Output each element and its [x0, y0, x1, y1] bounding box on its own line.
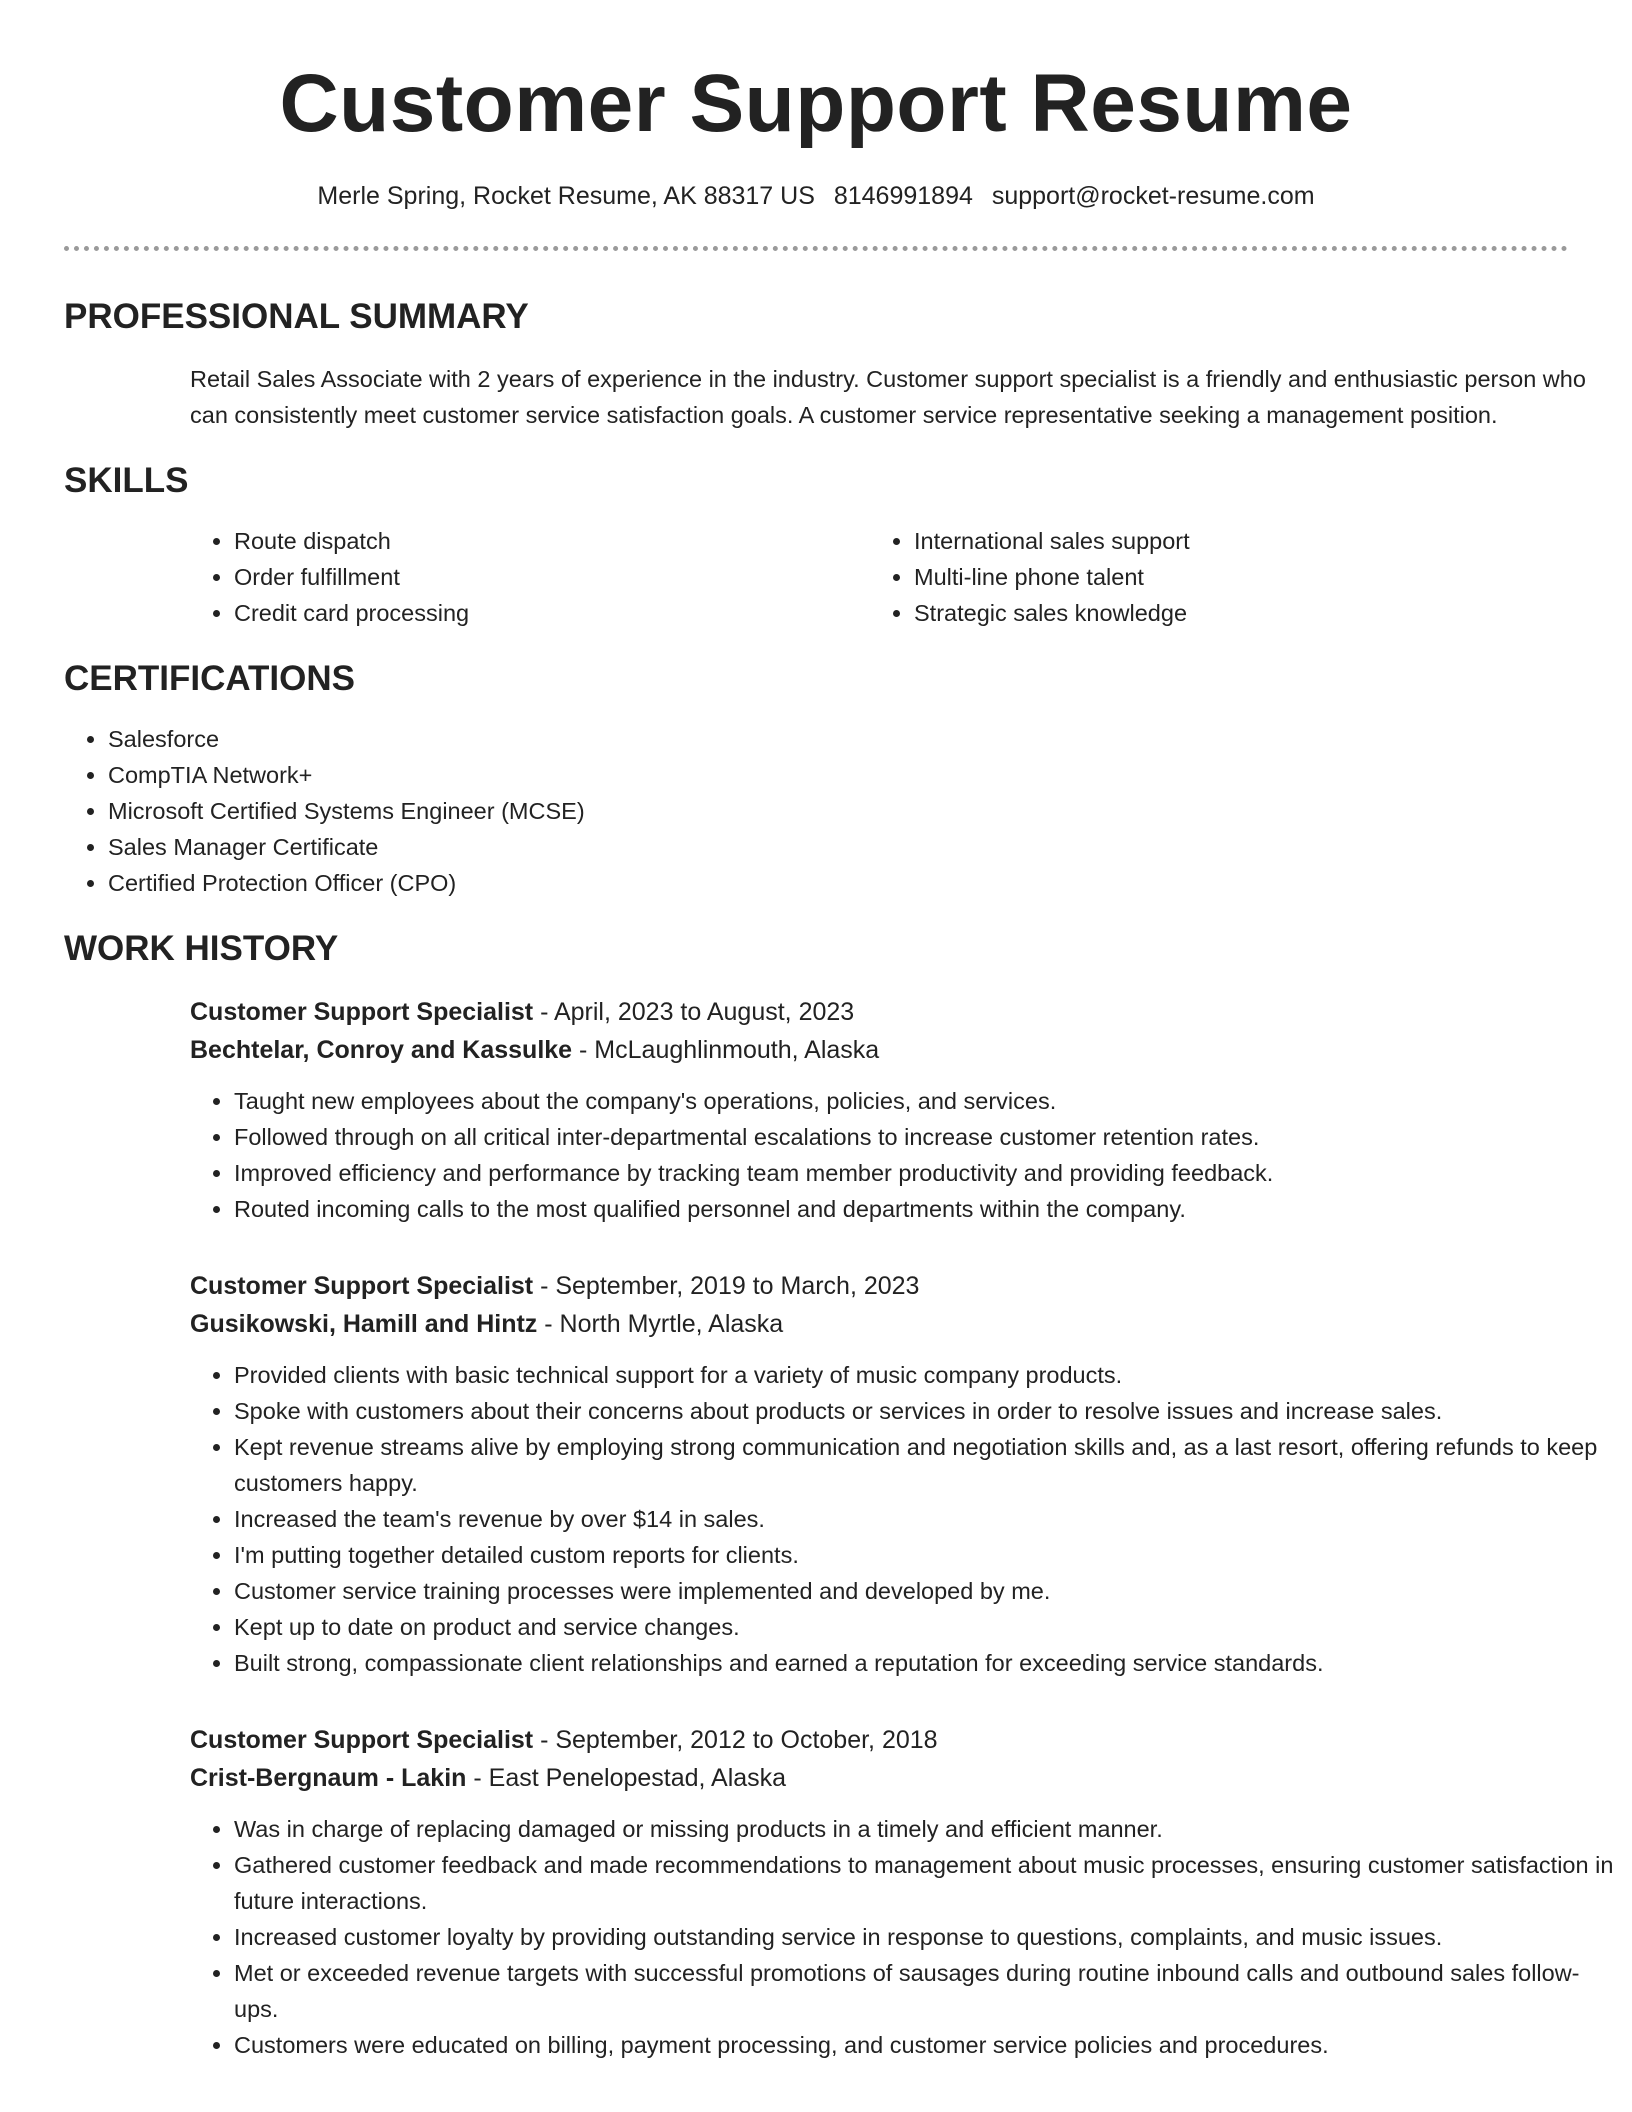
job-company-line	[190, 1305, 1568, 1343]
job-company: Gusikowski, Hamill and Hintz	[190, 1310, 538, 1338]
job-entry	[190, 1267, 1598, 1681]
job-bullet: • Provided clients with basic technical support for a variety of music company products.	[234, 1357, 1614, 1393]
job-role-line	[190, 1721, 1568, 1759]
job-role: Customer Support Specialist	[190, 998, 534, 1026]
job-location: - McLaughlinmouth, Alaska	[572, 1036, 880, 1064]
certification-item: • Certified Protection Officer (CPO)	[108, 865, 1568, 901]
job-entry	[190, 993, 1568, 1227]
contact-phone: 8146991894	[833, 182, 973, 210]
job-bullet: • Increased customer loyalty by providing outstanding service in response to questions, complaints, and music issues.	[234, 1919, 1614, 1955]
header-divider	[64, 246, 1568, 251]
contact-email: support@rocket-resume.com	[991, 182, 1315, 210]
job-bullets	[190, 1811, 1614, 2063]
contact-line	[64, 180, 1568, 212]
job-bullet: • Taught new employees about the company's operations, policies, and services.	[234, 1083, 1614, 1119]
resume-title: Customer Support Resume	[279, 58, 1353, 149]
certification-item: • Sales Manager Certificate	[108, 829, 1568, 865]
job-bullet: • Gathered customer feedback and made recommendations to management about music processes, ensuring customer satisfaction in future interactions.	[234, 1847, 1614, 1919]
job-bullet: • Customer service training processes were implemented and developed by me.	[234, 1573, 1614, 1609]
job-role: Customer Support Specialist	[190, 1726, 534, 1754]
job-bullet: • Kept up to date on product and service changes.	[234, 1609, 1614, 1645]
resume-page	[64, 0, 1614, 2063]
skill-item: • Credit card processing	[234, 595, 870, 631]
skill-item: • Order fulfillment	[234, 559, 870, 595]
job-dates: - April, 2023 to August, 2023	[533, 998, 855, 1026]
skill-item: • Strategic sales knowledge	[914, 595, 1550, 631]
job-bullet: • Increased the team's revenue by over $14 in sales.	[234, 1501, 1614, 1537]
work-history-heading: WORK HISTORY	[64, 929, 339, 968]
certification-item: • Microsoft Certified Systems Engineer (MCSE)	[108, 793, 1568, 829]
job-bullet: • Improved efficiency and performance by tracking team member productivity and providing feedback.	[234, 1155, 1614, 1191]
skills-grid	[190, 523, 1568, 631]
job-company-line	[190, 1759, 1568, 1797]
certification-item: • CompTIA Network+	[108, 757, 1568, 793]
job-bullets	[190, 1357, 1614, 1681]
job-dates: - September, 2012 to October, 2018	[533, 1726, 938, 1754]
contact-address: Merle Spring, Rocket Resume, AK 88317 US	[317, 182, 815, 210]
skills-section	[64, 459, 1568, 631]
summary-heading: PROFESSIONAL SUMMARY	[64, 297, 529, 336]
job-entry	[190, 1721, 1614, 2063]
resume-header	[64, 0, 1568, 251]
job-role-line	[190, 1267, 1568, 1305]
job-bullet: • Routed incoming calls to the most qualified personnel and departments within the company.	[234, 1191, 1614, 1227]
job-bullet: • Built strong, compassionate client relationships and earned a reputation for exceeding service standards.	[234, 1645, 1614, 1681]
skills-right-list	[870, 523, 1550, 631]
skill-item: • Route dispatch	[234, 523, 870, 559]
skills-left-list	[190, 523, 870, 631]
certification-item: • Salesforce	[108, 721, 1568, 757]
job-dates: - September, 2019 to March, 2023	[533, 1272, 920, 1300]
job-bullet: • Was in charge of replacing damaged or missing products in a timely and efficient manner.	[234, 1811, 1614, 1847]
work-history-section	[64, 927, 1614, 2063]
certifications-heading: CERTIFICATIONS	[64, 659, 356, 698]
summary-text: Retail Sales Associate with 2 years of experience in the industry. Customer support specialist is a friendly and enthusiastic person who can consistently meet customer service satisfaction goals. A customer service representative seeking a management position.	[190, 366, 1586, 428]
job-role-line	[190, 993, 1568, 1031]
job-bullet: • Kept revenue streams alive by employing strong communication and negotiation skills and, as a last resort, offering refunds to keep customers happy.	[234, 1429, 1614, 1501]
job-company: Crist-Bergnaum - Lakin	[190, 1764, 467, 1792]
job-bullet: • Customers were educated on billing, payment processing, and customer service policies and procedures.	[234, 2027, 1614, 2063]
job-bullet: • Spoke with customers about their concerns about products or services in order to resolve issues and increase sales.	[234, 1393, 1614, 1429]
job-location: - North Myrtle, Alaska	[537, 1310, 784, 1338]
skill-item: • Multi-line phone talent	[914, 559, 1550, 595]
job-bullet: • Followed through on all critical inter-departmental escalations to increase customer retention rates.	[234, 1119, 1614, 1155]
certifications-list	[64, 721, 1568, 901]
skills-heading: SKILLS	[64, 461, 189, 500]
job-role: Customer Support Specialist	[190, 1272, 534, 1300]
job-bullets	[190, 1083, 1614, 1227]
job-bullet: • I'm putting together detailed custom reports for clients.	[234, 1537, 1614, 1573]
job-company: Bechtelar, Conroy and Kassulke	[190, 1036, 573, 1064]
skill-item: • International sales support	[914, 523, 1550, 559]
job-bullet: • Met or exceeded revenue targets with successful promotions of sausages during routine inbound calls and outbound sales follow-ups.	[234, 1955, 1614, 2027]
job-company-line	[190, 1031, 1568, 1069]
summary-section	[64, 295, 1586, 433]
certifications-section	[64, 657, 1568, 901]
job-location: - East Penelopestad, Alaska	[466, 1764, 787, 1792]
